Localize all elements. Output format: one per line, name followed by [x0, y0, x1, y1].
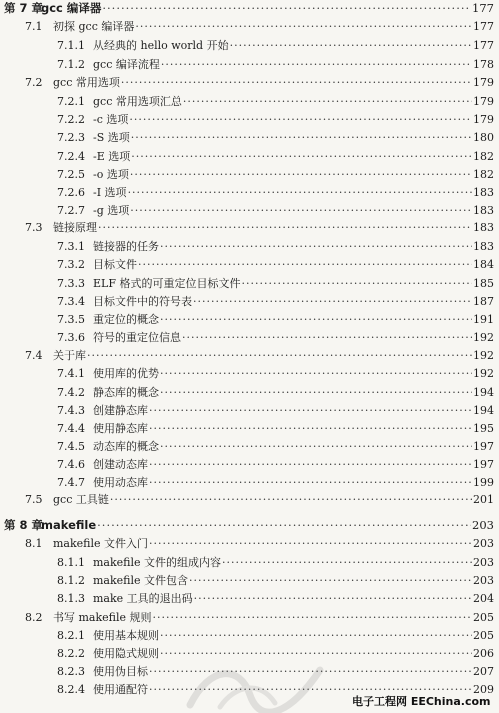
- dot-leader: [149, 422, 472, 436]
- toc-entry-number: 8.2.4: [57, 683, 85, 696]
- toc-entry: [25, 20, 494, 36]
- toc-entry-number: 7.5: [25, 493, 43, 506]
- dot-leader: [128, 186, 472, 200]
- toc-entry: [25, 221, 494, 237]
- toc-entry-number: 8.1: [25, 537, 43, 550]
- toc-entry-number: 7.4.6: [57, 458, 85, 471]
- toc-entry-title: gcc 常用选项汇总: [93, 95, 182, 108]
- toc-entry-number: 第 8 章: [4, 518, 44, 532]
- toc-entry: [57, 331, 494, 347]
- toc-entry-title: 动态库的概念: [93, 440, 159, 453]
- toc-entry-title: 目标文件: [93, 258, 137, 271]
- toc-entry: [57, 592, 494, 608]
- dot-leader: [98, 221, 472, 235]
- dot-leader: [130, 204, 472, 218]
- toc-entry-number: 8.2.2: [57, 647, 85, 660]
- toc-entry-page: 197: [473, 440, 494, 453]
- dot-leader: [110, 493, 472, 507]
- toc-entry-page: 179: [473, 76, 494, 89]
- toc-entry-title: 使用伪目标: [93, 665, 148, 678]
- toc-entry-title: 静态库的概念: [93, 386, 159, 399]
- toc-entry-number: 8.1.1: [57, 556, 85, 569]
- toc-entry-number: 7.4.2: [57, 386, 85, 399]
- toc-entry-page: 182: [473, 168, 494, 181]
- toc-entry-number: 7.2.7: [57, 204, 85, 217]
- toc-entry-title: gcc 常用选项: [53, 76, 120, 89]
- toc-entry-page: 183: [473, 186, 494, 199]
- toc-entry-number: 7.2.2: [57, 113, 85, 126]
- dot-leader: [149, 665, 472, 679]
- toc-entry-page: 203: [473, 537, 494, 550]
- toc-entry-number: 7.4.7: [57, 476, 85, 489]
- toc-entry: [57, 240, 494, 256]
- toc-entry-page: 203: [473, 574, 494, 587]
- toc-entry-number: 7.1.1: [57, 39, 85, 52]
- toc-entry-number: 7.4: [25, 349, 43, 362]
- dot-leader: [193, 295, 472, 309]
- toc-entry-title: 链接原理: [53, 221, 97, 234]
- toc-entry-title: -E 选项: [93, 150, 131, 163]
- toc-entry-title: 使用库的优势: [93, 367, 159, 380]
- toc-entry: [57, 186, 494, 202]
- toc-entry-page: 183: [473, 204, 494, 217]
- toc-entry-page: 182: [473, 150, 494, 163]
- toc-entry-title: 初探 gcc 编译器: [53, 20, 135, 33]
- toc-entry-title: makefile 文件的组成内容: [93, 556, 222, 569]
- toc-entry: [57, 574, 494, 590]
- toc-entry-number: 7.1: [25, 20, 43, 33]
- toc-entry-number: 7.3.3: [57, 277, 85, 290]
- toc-entry: [4, 518, 494, 534]
- toc-entry: [25, 611, 494, 627]
- toc-entry-title: 创建静态库: [93, 404, 148, 417]
- toc-entry-page: 179: [473, 95, 494, 108]
- dot-leader: [131, 150, 472, 164]
- dot-leader: [149, 537, 472, 551]
- toc-entry-number: 7.3.1: [57, 240, 85, 253]
- toc-entry: [57, 404, 494, 420]
- toc-entry: [57, 665, 494, 681]
- toc-entry-page: 205: [473, 629, 494, 642]
- dot-leader: [135, 20, 472, 34]
- toc-entry: [25, 76, 494, 92]
- toc-entry: [57, 367, 494, 383]
- toc-entry-number: 8.1.3: [57, 592, 85, 605]
- toc-entry-title: 关于库: [53, 349, 86, 362]
- toc-entry-page: 197: [473, 458, 494, 471]
- toc-entry: [25, 537, 494, 553]
- toc-entry-title: 使用隐式规则: [93, 647, 159, 660]
- toc-entry-page: 187: [473, 295, 494, 308]
- toc-entry-number: 7.4.4: [57, 422, 85, 435]
- toc-entry-page: 183: [473, 240, 494, 253]
- toc-entry-number: 7.3.6: [57, 331, 85, 344]
- dot-leader: [149, 404, 472, 418]
- toc-entry: [57, 95, 494, 111]
- toc-entry-number: 7.3: [25, 221, 43, 234]
- dot-leader: [160, 313, 472, 327]
- dot-leader: [189, 574, 472, 588]
- toc-entry-page: 191: [473, 313, 494, 326]
- dot-leader: [230, 39, 472, 53]
- dot-leader: [182, 331, 472, 345]
- toc-entry-page: 203: [472, 518, 494, 532]
- dot-leader: [138, 258, 472, 272]
- dot-leader: [129, 113, 472, 127]
- toc-entry-page: 195: [473, 422, 494, 435]
- toc-entry: [57, 113, 494, 129]
- toc-entry-title: -c 选项: [93, 113, 129, 126]
- toc-entry-number: 7.3.4: [57, 295, 85, 308]
- toc-entry-title: 链接器的任务: [93, 240, 159, 253]
- toc-entry-page: 201: [473, 493, 494, 506]
- dot-leader: [102, 1, 471, 15]
- toc-entry-title: 创建动态库: [93, 458, 148, 471]
- toc-entry-title: gcc 工具链: [53, 493, 109, 506]
- toc-entry: [57, 277, 494, 293]
- dot-leader: [161, 58, 472, 72]
- toc-entry: [25, 493, 494, 509]
- toc-entry: [57, 150, 494, 166]
- toc-entry-title: 使用通配符: [93, 683, 148, 696]
- toc-entry: [57, 458, 494, 474]
- toc-entry-page: 192: [473, 349, 494, 362]
- toc-entry-number: 8.2: [25, 611, 43, 624]
- toc-entry-page: 192: [473, 331, 494, 344]
- toc-entry-page: 179: [473, 113, 494, 126]
- dot-leader: [160, 367, 472, 381]
- toc-entry-title: gcc 编译器: [41, 1, 102, 15]
- toc-entry: [57, 58, 494, 74]
- toc-entry-number: 7.2.5: [57, 168, 85, 181]
- toc-entry-page: 183: [473, 221, 494, 234]
- toc-entry-title: makefile 文件入门: [53, 537, 149, 550]
- toc-entry-title: -S 选项: [93, 131, 130, 144]
- toc-entry-title: make 工具的退出码: [93, 592, 193, 605]
- toc-entry-number: 8.1.2: [57, 574, 85, 587]
- toc-entry-page: 194: [473, 404, 494, 417]
- dot-leader: [194, 592, 472, 606]
- site-credit: 电子工程网 EEChina.com: [352, 695, 491, 708]
- toc-entry-page: 206: [473, 647, 494, 660]
- toc-entry-number: 7.4.5: [57, 440, 85, 453]
- toc-entry-number: 8.2.1: [57, 629, 85, 642]
- toc-entry-number: 7.2: [25, 76, 43, 89]
- toc-entry: [57, 440, 494, 456]
- toc-entry: [57, 422, 494, 438]
- dot-leader: [160, 440, 472, 454]
- toc-entry: [57, 204, 494, 220]
- toc-entry-number: 7.2.3: [57, 131, 85, 144]
- toc-entry-page: 192: [473, 367, 494, 380]
- dot-leader: [87, 349, 472, 363]
- toc-entry-title: gcc 编译流程: [93, 58, 160, 71]
- toc-entry-title: 使用静态库: [93, 422, 148, 435]
- toc-entry-number: 7.2.1: [57, 95, 85, 108]
- toc-entry: [57, 386, 494, 402]
- toc-entry-title: 从经典的 hello world 开始: [93, 39, 229, 52]
- toc-entry-title: makefile: [41, 518, 97, 532]
- toc-entry-page: 203: [473, 556, 494, 569]
- dot-leader: [160, 647, 472, 661]
- toc-entry: [4, 1, 494, 17]
- toc-entry: [57, 131, 494, 147]
- toc-entry-number: 7.4.3: [57, 404, 85, 417]
- toc-entry: [57, 647, 494, 663]
- dot-leader: [121, 76, 472, 90]
- toc-entry-number: 7.3.5: [57, 313, 85, 326]
- toc-entry-title: -g 选项: [93, 204, 130, 217]
- toc-entry-title: ELF 格式的可重定位目标文件: [93, 277, 241, 290]
- toc-entry-page: 180: [473, 131, 494, 144]
- toc-entry-page: 184: [473, 258, 494, 271]
- toc-entry-title: 使用基本规则: [93, 629, 159, 642]
- toc-entry-title: 重定位的概念: [93, 313, 159, 326]
- dot-leader: [149, 458, 472, 472]
- toc-entry-title: -I 选项: [93, 186, 127, 199]
- toc-entry-page: 177: [472, 1, 494, 15]
- dot-leader: [131, 131, 472, 145]
- toc-entry-page: 207: [473, 665, 494, 678]
- toc-entry: [57, 313, 494, 329]
- dot-leader: [160, 386, 472, 400]
- dot-leader: [160, 629, 472, 643]
- toc-entry: [57, 629, 494, 645]
- toc-entry-page: 177: [473, 20, 494, 33]
- toc-entry-title: -o 选项: [93, 168, 129, 181]
- toc-entry-title: makefile 文件包含: [93, 574, 189, 587]
- toc-entry-page: 205: [473, 611, 494, 624]
- toc-entry-number: 7.1.2: [57, 58, 85, 71]
- toc-entry: [57, 168, 494, 184]
- dot-leader: [160, 240, 472, 254]
- toc-entry-page: 185: [473, 277, 494, 290]
- dot-leader: [183, 95, 472, 109]
- toc-entry: [57, 295, 494, 311]
- toc-entry: [57, 556, 494, 572]
- toc-entry-page: 194: [473, 386, 494, 399]
- toc-entry-number: 7.2.6: [57, 186, 85, 199]
- toc-entry: [57, 39, 494, 55]
- toc-entry-number: 7.2.4: [57, 150, 85, 163]
- toc-entry-title: 符号的重定位信息: [93, 331, 181, 344]
- toc-entry-title: 使用动态库: [93, 476, 148, 489]
- toc-entry-page: 209: [473, 683, 494, 696]
- toc-entry: [57, 258, 494, 274]
- toc-entry-page: 199: [473, 476, 494, 489]
- dot-leader: [222, 556, 472, 570]
- toc-entry-page: 177: [473, 39, 494, 52]
- toc-entry: [57, 476, 494, 492]
- toc-entry-number: 8.2.3: [57, 665, 85, 678]
- dot-leader: [153, 611, 472, 625]
- toc-entry-page: 178: [473, 58, 494, 71]
- dot-leader: [241, 277, 472, 291]
- dot-leader: [97, 518, 471, 532]
- toc-entry-number: 7.4.1: [57, 367, 85, 380]
- toc-entry-page: 204: [473, 592, 494, 605]
- dot-leader: [149, 476, 472, 490]
- toc-entry-title: 目标文件中的符号表: [93, 295, 192, 308]
- toc-entry: [25, 349, 494, 365]
- dot-leader: [130, 168, 472, 182]
- toc-entry-number: 第 7 章: [4, 1, 44, 15]
- toc-entry-number: 7.3.2: [57, 258, 85, 271]
- toc-entry-title: 书写 makefile 规则: [53, 611, 152, 624]
